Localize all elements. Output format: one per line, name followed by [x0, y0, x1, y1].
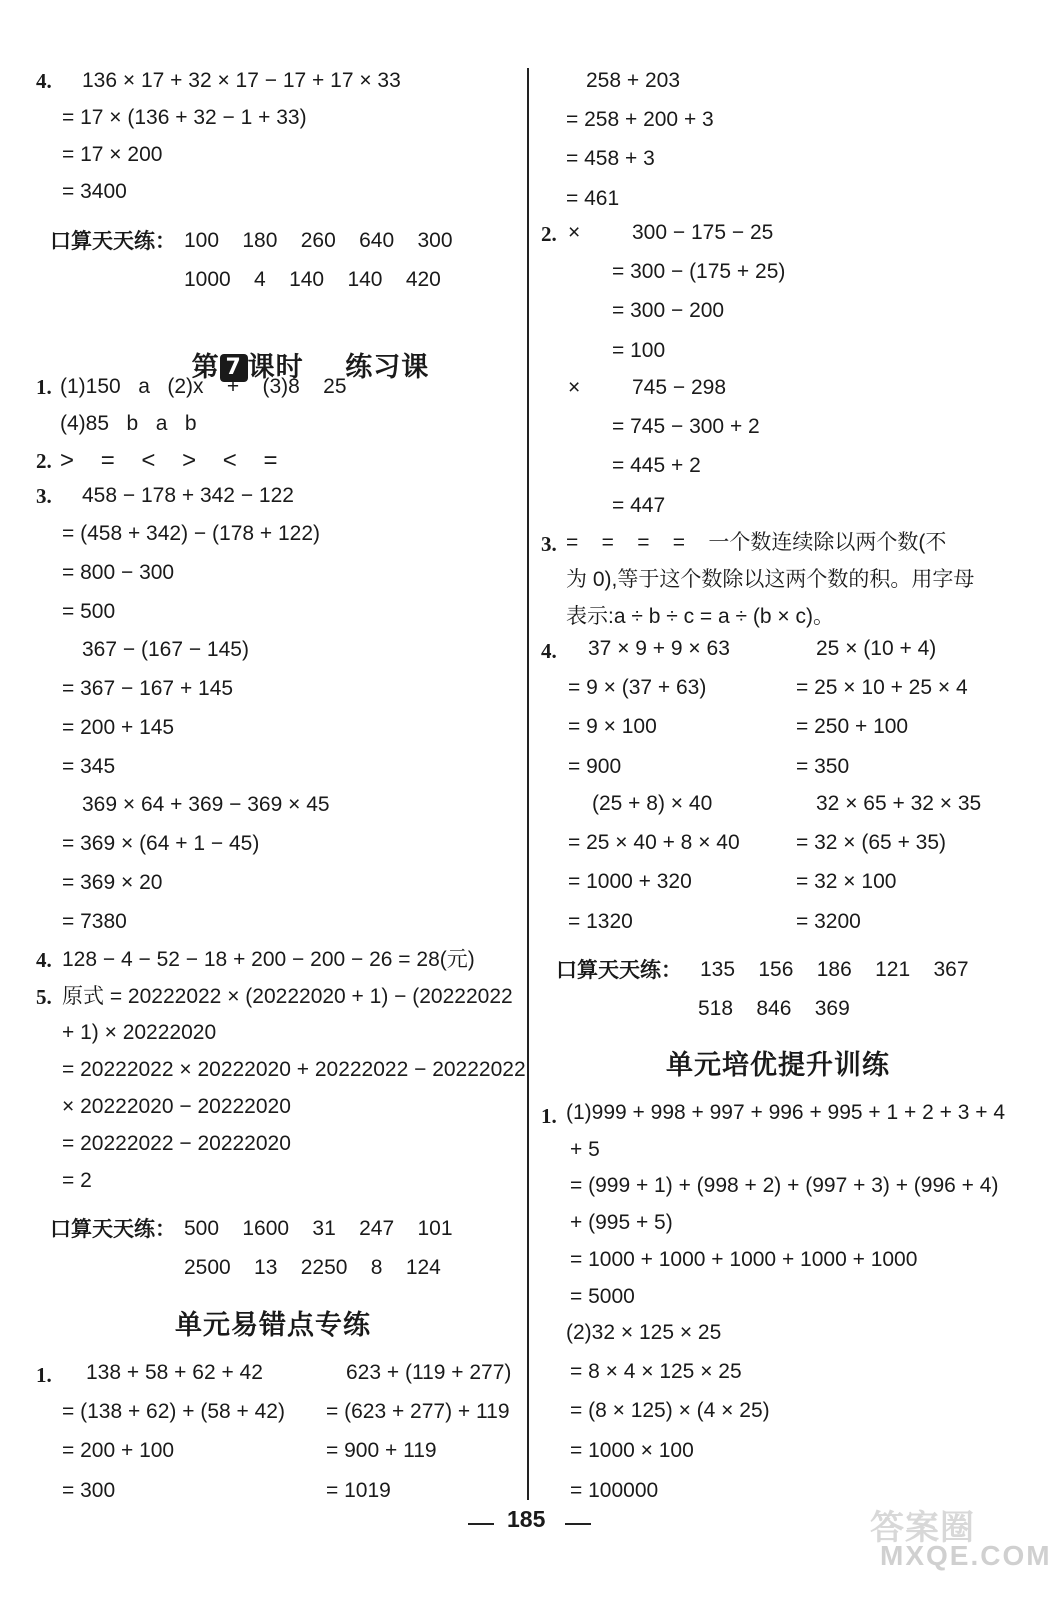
question-number: 3.: [541, 532, 557, 556]
math-line: = 100: [612, 339, 666, 362]
math-line: 300 − 175 − 25: [632, 221, 774, 244]
question-number: 2.: [36, 449, 52, 473]
math-line: (2)32 × 125 × 25: [566, 1321, 722, 1344]
math-line: = 900: [568, 755, 622, 778]
oral-practice-answers: 100 180 260 640 300: [184, 229, 453, 252]
math-line: = 25 × 40 + 8 × 40: [568, 831, 740, 854]
math-line: = 500: [62, 600, 116, 623]
math-line: 32 × 65 + 32 × 35: [816, 792, 982, 815]
math-line: = 32 × (65 + 35): [796, 831, 947, 854]
math-line: = 1019: [326, 1479, 391, 1502]
wrong-mark: ×: [568, 221, 581, 244]
math-line: + 5: [570, 1138, 600, 1161]
math-line: = 367 − 167 + 145: [62, 677, 234, 700]
math-line: 原式 = 20222022 × (20222020 + 1) − (20222022: [62, 985, 513, 1008]
question-number: 4.: [36, 948, 52, 972]
math-line: = (999 + 1) + (998 + 2) + (997 + 3) + (996 + 4): [570, 1174, 999, 1197]
comparison-answers: > = < > < =: [60, 447, 278, 474]
math-line: = 1000 + 1000 + 1000 + 1000 + 1000: [570, 1248, 918, 1271]
math-line: 623 + (119 + 277): [346, 1361, 512, 1384]
lesson-number-badge: 7: [220, 354, 248, 382]
math-line: = 5000: [570, 1285, 635, 1308]
math-line: = 20222022 × 20222020 + 20222022 − 20222022: [62, 1058, 526, 1081]
math-line: 128 − 4 − 52 − 18 + 200 − 200 − 26 = 28(元): [62, 948, 475, 971]
math-line: = 17 × (136 + 32 − 1 + 33): [62, 106, 307, 129]
math-line: 25 × (10 + 4): [816, 637, 937, 660]
question-number: 4.: [36, 69, 52, 93]
math-line: 458 − 178 + 342 − 122: [82, 484, 294, 507]
math-line: = 300 − (175 + 25): [612, 260, 786, 283]
oral-practice-answers: 135 156 186 121 367: [700, 958, 969, 981]
footer-dash-right: [565, 1523, 591, 1525]
math-line: = 258 + 200 + 3: [566, 108, 714, 131]
math-line: = (458 + 342) − (178 + 122): [62, 522, 321, 545]
math-line: = 1000 + 320: [568, 870, 692, 893]
math-line: = 9 × (37 + 63): [568, 676, 707, 699]
question-number: 1.: [36, 375, 52, 399]
math-line: 138 + 58 + 62 + 42: [86, 1361, 263, 1384]
wrong-mark: ×: [568, 376, 581, 399]
math-line: = 20222022 − 20222020: [62, 1132, 291, 1155]
math-line: = 25 × 10 + 25 × 4: [796, 676, 968, 699]
question-number: 3.: [36, 484, 52, 508]
question-number: 5.: [36, 985, 52, 1009]
column-divider: [527, 68, 529, 1500]
math-line: 745 − 298: [632, 376, 727, 399]
oral-practice-answers: 2500 13 2250 8 124: [184, 1256, 441, 1279]
math-line: = 3200: [796, 910, 861, 933]
math-line: = 7380: [62, 910, 127, 933]
question-number: 1.: [36, 1363, 52, 1387]
math-line: + 1) × 20222020: [62, 1021, 217, 1044]
math-line: = 17 × 200: [62, 143, 163, 166]
math-line: (4)85 b a b: [60, 412, 197, 435]
math-line: = (8 × 125) × (4 × 25): [570, 1399, 770, 1422]
math-line: 367 − (167 − 145): [82, 638, 249, 661]
math-line: (25 + 8) × 40: [592, 792, 713, 815]
question-number: 4.: [541, 639, 557, 663]
math-line: = 345: [62, 755, 116, 778]
oral-practice-label: 口算天天练：: [50, 1217, 176, 1241]
math-line: + (995 + 5): [570, 1211, 673, 1234]
math-line: 136 × 17 + 32 × 17 − 17 + 17 × 33: [82, 69, 401, 92]
math-line: = 745 − 300 + 2: [612, 415, 760, 438]
math-line: = 800 − 300: [62, 561, 175, 584]
watermark-url: MXQE.COM: [880, 1540, 1052, 1571]
math-line: = 350: [796, 755, 850, 778]
math-line: = 1000 × 100: [570, 1439, 694, 1462]
question-number: 2.: [541, 222, 557, 246]
math-line: = 369 × (64 + 1 − 45): [62, 832, 260, 855]
math-line: 369 × 64 + 369 − 369 × 45: [82, 793, 330, 816]
math-line: = 200 + 100: [62, 1439, 175, 1462]
math-line: = 32 × 100: [796, 870, 897, 893]
oral-practice-label: 口算天天练：: [50, 229, 176, 253]
math-line: = 369 × 20: [62, 871, 163, 894]
math-line: = 461: [566, 187, 620, 210]
math-line: = 9 × 100: [568, 715, 657, 738]
math-line: × 20222020 − 20222020: [62, 1095, 291, 1118]
math-line: = 100000: [570, 1479, 659, 1502]
math-line: = 2: [62, 1169, 92, 1192]
section-title: 单元易错点专练: [175, 1310, 371, 1341]
oral-practice-answers: 518 846 369: [698, 997, 850, 1020]
question-number: 1.: [541, 1104, 557, 1128]
math-line: = 300: [62, 1479, 116, 1502]
footer-dash-left: [468, 1523, 494, 1525]
math-line: = 900 + 119: [326, 1439, 437, 1462]
math-line: = (138 + 62) + (58 + 42): [62, 1400, 285, 1423]
math-line: = (623 + 277) + 119: [326, 1400, 510, 1423]
math-line: = 300 − 200: [612, 299, 725, 322]
math-line: = 3400: [62, 180, 127, 203]
math-line: = 447: [612, 494, 666, 517]
text-answer: 为 0),等于这个数除以这两个数的积。用字母: [566, 568, 975, 591]
oral-practice-answers: 1000 4 140 140 420: [184, 268, 441, 291]
oral-practice-label: 口算天天练：: [556, 958, 682, 982]
oral-practice-answers: 500 1600 31 247 101: [184, 1217, 453, 1240]
math-line: = 1320: [568, 910, 633, 933]
text-answer: 表示:a ÷ b ÷ c = a ÷ (b × c)。: [566, 605, 834, 628]
lesson-title: 第 7 课时 练习课: [191, 352, 430, 383]
page-number: 185: [507, 1506, 546, 1532]
section-title: 单元培优提升训练: [666, 1050, 890, 1081]
math-line: 37 × 9 + 9 × 63: [588, 637, 730, 660]
math-line: = 8 × 4 × 125 × 25: [570, 1360, 742, 1383]
watermark-logo: 答案圈: [870, 1509, 975, 1547]
math-line: = 200 + 145: [62, 716, 175, 739]
math-line: (1)150 a (2)x + (3)8 25: [60, 375, 347, 398]
math-line: (1)999 + 998 + 997 + 996 + 995 + 1 + 2 + 3 + 4: [566, 1101, 1006, 1124]
math-line: = 445 + 2: [612, 454, 701, 477]
text-answer: = = = = 一个数连续除以两个数(不: [566, 531, 947, 554]
math-line: = 458 + 3: [566, 147, 655, 170]
math-line: = 250 + 100: [796, 715, 909, 738]
math-line: 258 + 203: [586, 69, 681, 92]
